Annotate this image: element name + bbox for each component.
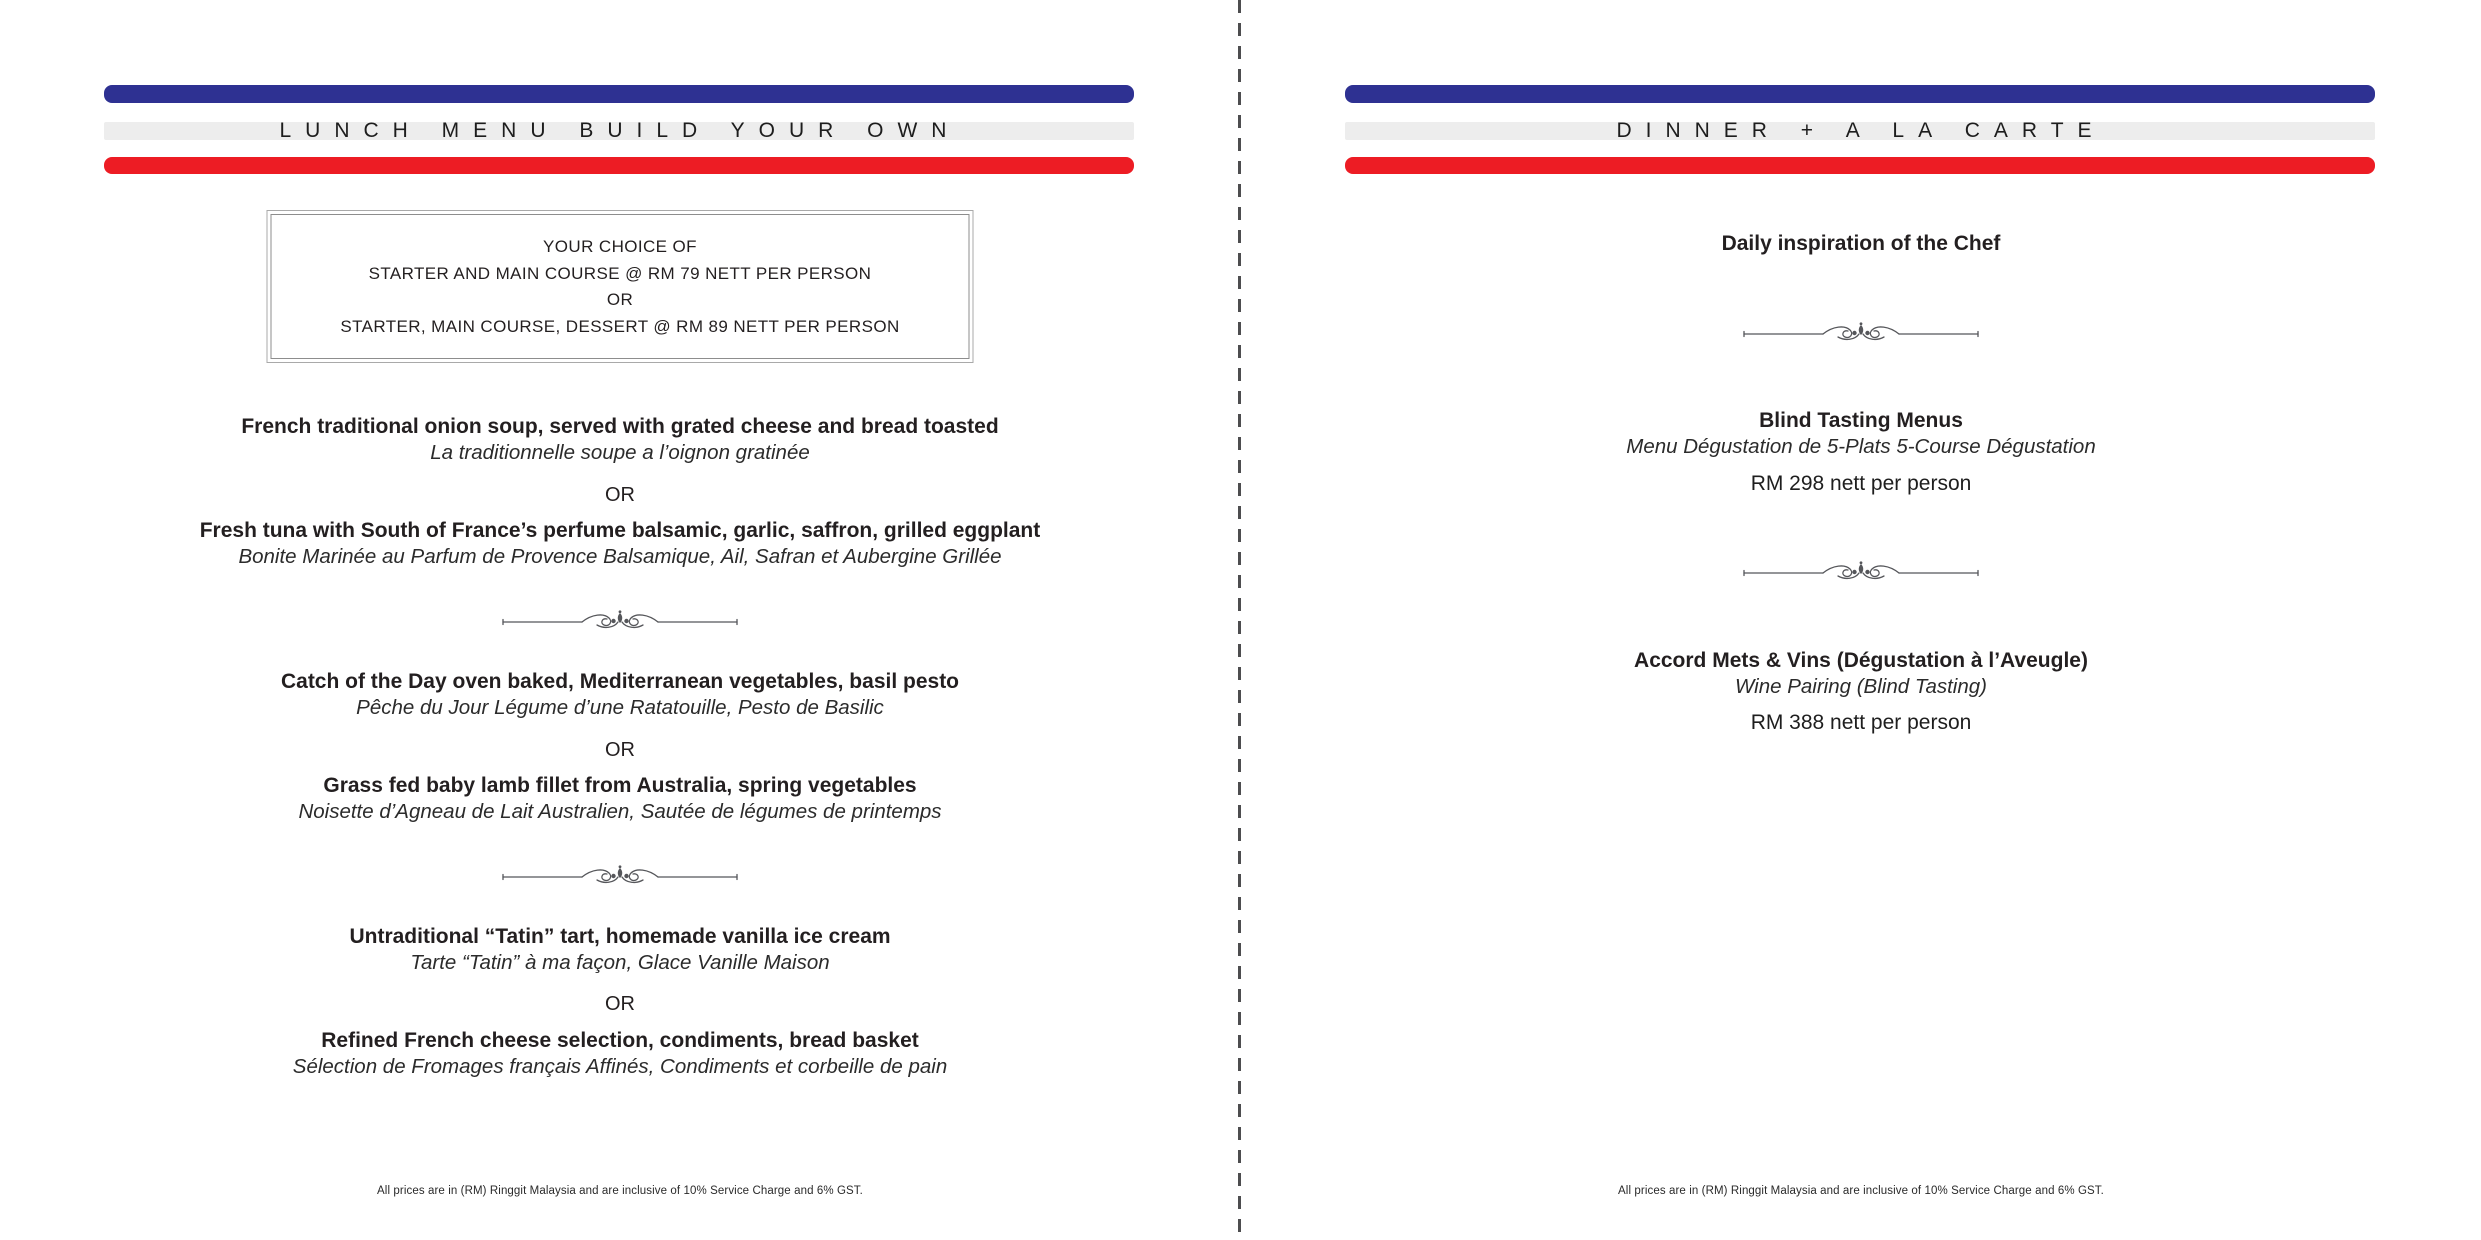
course-name-en: Refined French cheese selection, condiments, bread basket xyxy=(321,1029,919,1052)
offer-price: RM 298 nett per person xyxy=(1750,472,1972,495)
flag-bar-red xyxy=(104,157,1134,174)
course-dessert-2 xyxy=(0,1028,1240,1080)
page-title-lunch: LUNCH MENU BUILD YOUR OWN xyxy=(279,119,961,142)
course-name-fr: Tarte “Tatin” à ma façon, Glace Vanille Maison xyxy=(410,951,830,974)
ornament-divider-icon xyxy=(500,865,740,887)
or-separator: OR xyxy=(605,993,635,1015)
ornament-divider-icon xyxy=(500,610,740,632)
flag-bar-blue xyxy=(1345,85,2375,103)
course-name-fr: La traditionnelle soupe a l’oignon gratinée xyxy=(430,441,810,464)
course-name-fr: Bonite Marinée au Parfum de Provence Balsamique, Ail, Safran et Aubergine Grillée xyxy=(238,545,1002,568)
course-name-en: French traditional onion soup, served with grated cheese and bread toasted xyxy=(241,415,999,438)
offer-name: Accord Mets & Vins (Dégustation à l’Aveugle) xyxy=(1634,649,2088,672)
course-name-en: Untraditional “Tatin” tart, homemade vanilla ice cream xyxy=(349,925,891,948)
or-separator: OR xyxy=(605,484,635,506)
or-separator: OR xyxy=(605,739,635,761)
ornament-divider-icon xyxy=(1741,561,1981,583)
choice-box-line: YOUR CHOICE OF xyxy=(543,237,697,256)
course-main-2 xyxy=(0,773,1240,825)
course-name-fr: Pêche du Jour Légume d’une Ratatouille, Pesto de Basilic xyxy=(356,696,884,719)
course-starter-2 xyxy=(0,518,1240,570)
offer-subtitle: Wine Pairing (Blind Tasting) xyxy=(1734,675,1987,698)
choice-box-line: OR xyxy=(606,290,634,309)
course-starter-1 xyxy=(0,414,1240,466)
offer-subtitle: Menu Dégustation de 5-Plats 5-Course Dégustation xyxy=(1626,435,2096,458)
chef-inspiration-line: Daily inspiration of the Chef xyxy=(1721,232,2001,255)
choice-box-inner xyxy=(271,214,970,359)
choice-box-line: STARTER AND MAIN COURSE @ RM 79 NETT PER PERSON xyxy=(368,263,872,283)
price-disclaimer: All prices are in (RM) Ringgit Malaysia and are inclusive of 10% Service Charge and 6% GST. xyxy=(377,1185,863,1197)
offer-wine-pairing xyxy=(1241,648,2481,700)
offer-price: RM 388 nett per person xyxy=(1750,711,1972,734)
dinner-menu-page xyxy=(1241,0,2481,1240)
offer-blind-tasting xyxy=(1241,408,2481,460)
course-name-en: Grass fed baby lamb fillet from Australia, spring vegetables xyxy=(323,774,917,797)
course-name-fr: Sélection de Fromages français Affinés, Condiments et corbeille de pain xyxy=(292,1055,948,1078)
course-main-1 xyxy=(0,669,1240,721)
price-disclaimer: All prices are in (RM) Ringgit Malaysia and are inclusive of 10% Service Charge and 6% GST. xyxy=(1618,1185,2104,1197)
page-title-dinner: DINNER + A LA CARTE xyxy=(1616,119,2106,142)
course-name-en: Catch of the Day oven baked, Mediterranean vegetables, basil pesto xyxy=(280,670,960,693)
course-dessert-1 xyxy=(0,924,1240,976)
choice-box-line: STARTER, MAIN COURSE, DESSERT @ RM 89 NETT PER PERSON xyxy=(340,316,900,336)
flag-bar-red xyxy=(1345,157,2375,174)
choice-box xyxy=(267,210,974,363)
offer-name: Blind Tasting Menus xyxy=(1759,409,1963,432)
course-name-en: Fresh tuna with South of France’s perfume balsamic, garlic, saffron, grilled eggplant xyxy=(199,519,1041,542)
course-name-fr: Noisette d’Agneau de Lait Australien, Sautée de légumes de printemps xyxy=(298,800,942,823)
lunch-menu-page xyxy=(0,0,1240,1240)
flag-bar-blue xyxy=(104,85,1134,103)
ornament-divider-icon xyxy=(1741,322,1981,344)
